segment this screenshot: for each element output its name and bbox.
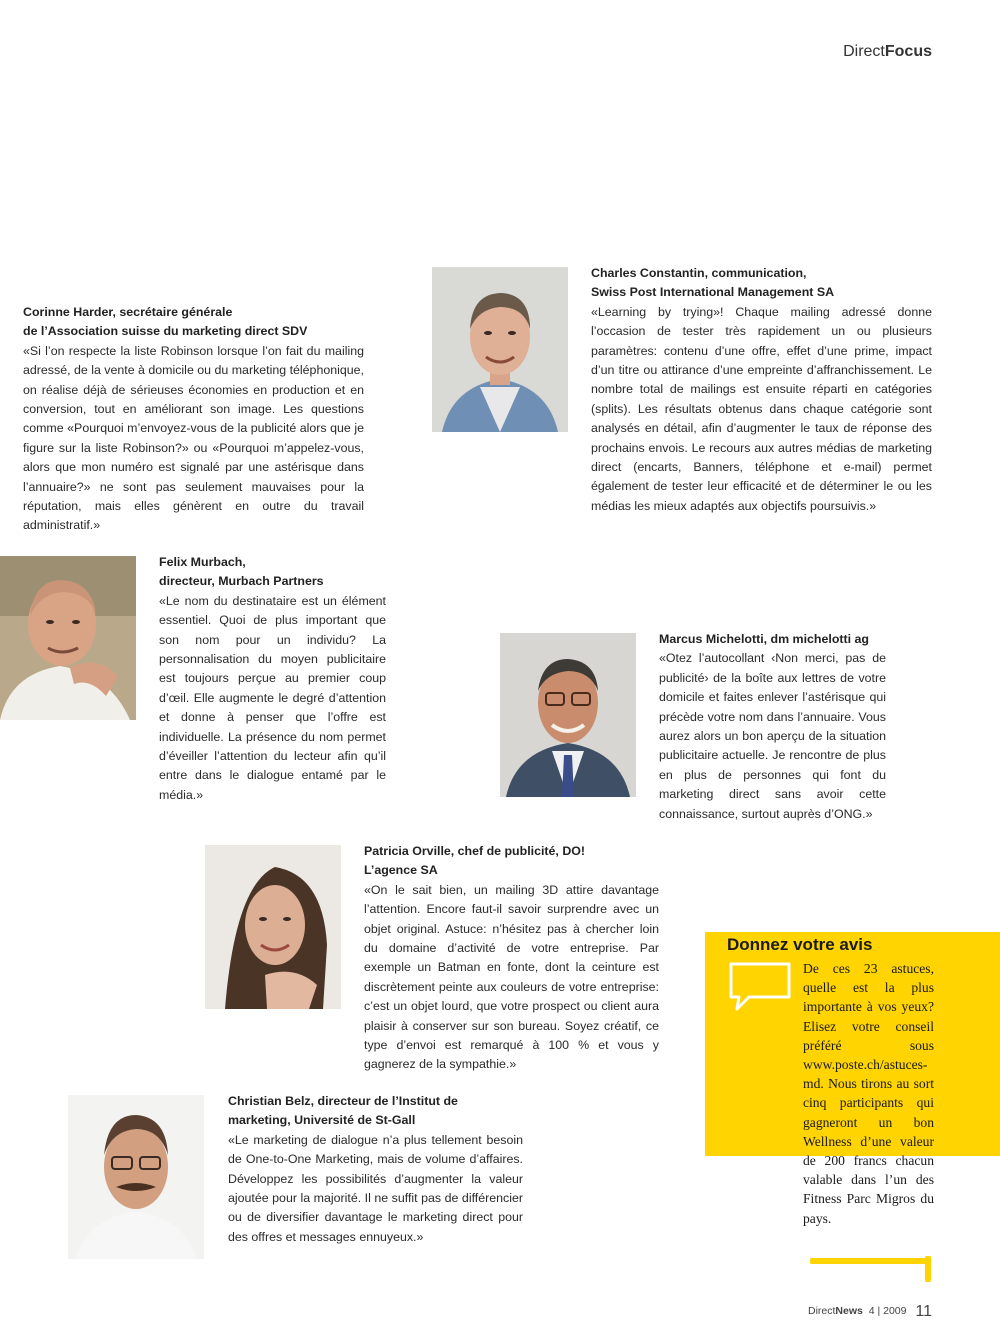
- author-name: Marcus Michelotti, dm michelotti ag: [659, 632, 869, 646]
- author-affiliation: directeur, Murbach Partners: [159, 574, 324, 589]
- section-header: [843, 43, 932, 61]
- footer-bold: News: [835, 1305, 863, 1317]
- author-name: Charles Constantin, communication,: [591, 266, 807, 280]
- testimonial-felix-murbach: [159, 553, 386, 805]
- author-affiliation: de l’Association suisse du marketing direct SDV: [23, 324, 308, 339]
- feedback-text: [727, 959, 934, 1228]
- testimonial-quote: «On le sait bien, un mailing 3D attire davantage l’attention. Encore faut-il savoir surprendre avec un objet original. Astuce: n’hésitez pas à chercher loin du domaine d’activité de votre entreprise. Par exemple un Batman en fonte, dont la ceinture est discrètement peinte aux couleurs de votre entreprise: c’est un objet lourd, que votre prospect ou client aura plaisir à conserver sur son bureau. Soyez créatif, ce type d’envoi est remarqué à 100 % et vous y gagnerez de la sympathie.»: [364, 882, 659, 1072]
- testimonial-quote: «Otez l’autocollant ‹Non merci, pas de publicité› de la boîte aux lettres de votre domicile et faites enlever l’astérisque qui précède votre nom dans l’annuaire. Vous aurez alors un bon aperçu de la situation publicitaire actuelle. Je rencontre de plus en plus de personnes qui font du marketing direct sans avoir cette connaissance, surtout auprès d’ONG.»: [659, 651, 886, 821]
- testimonial-patricia-orville: [364, 842, 659, 1075]
- author-affiliation: Swiss Post International Management SA: [591, 285, 835, 300]
- decorative-line-icon: [810, 1256, 932, 1282]
- page-footer: [808, 1303, 932, 1321]
- testimonial-quote: «Si l’on respecte la liste Robinson lorsque l’on fait du mailing adressé, de la vente à domicile ou du marketing téléphonique, on réalise déjà de sérieuses économies en production et en conversion, tout en améliorant son image. Les questions comme «Pourquoi m’envoyez-vous de la publicité alors que je figure sur la liste Robinson?» ou «Pourquoi m’appelez-vous, alors que mon numéro est signalé par une astérisque dans l’annuaire?» ne sont pas seulement mauvaises pour la réputation, mais elles génèrent en outre du travail administratif.»: [23, 343, 364, 533]
- feedback-box: [705, 932, 1000, 1226]
- author-name: Corinne Harder, secrétaire générale: [23, 305, 233, 319]
- author-affiliation: marketing, Université de St-Gall: [228, 1113, 416, 1128]
- testimonial-marcus-michelotti: [659, 630, 886, 824]
- header-bold: Focus: [884, 43, 932, 60]
- header-prefix: Direct: [843, 43, 885, 60]
- photo-charles-constantin: [432, 267, 568, 432]
- author-name: Christian Belz, directeur de l’Institut de: [228, 1094, 458, 1108]
- photo-marcus-michelotti: [500, 633, 636, 797]
- testimonial-quote: «Le nom du destinataire est un élément essentiel. Quoi de plus important que son nom pour un individu? La personnalisation du moyen publicitaire est toujours perçue au premier coup d’œil. Elle augmente le degré d’attention et donne à penser que l’offre est individuelle. La présence du nom permet d’éveiller l’attention du lecteur afin qu’il entre dans le dialogue entamé par le média.»: [159, 593, 386, 802]
- author-affiliation: L’agence SA: [364, 863, 438, 878]
- issue-number: 4 | 2009: [868, 1305, 907, 1317]
- photo-patricia-orville: [205, 845, 341, 1009]
- testimonial-christian-belz: [228, 1092, 523, 1247]
- feedback-title: Donnez votre avis: [727, 935, 873, 954]
- page-number: 11: [915, 1303, 932, 1320]
- feedback-paragraph: De ces 23 astuces, quelle est la plus importante à vos yeux? Elisez votre conseil préféré sous www.poste.ch/astuces-md. Nous tirons au sort cinq participants qui gagneront un bon Wellness d’une valeur de 200 francs chacun valable dans l’un des Fitness Parc Migros du pays.: [803, 961, 934, 1226]
- author-name: Felix Murbach,: [159, 555, 246, 569]
- testimonial-corinne-harder: [23, 303, 364, 536]
- author-name: Patricia Orville, chef de publicité, DO!: [364, 844, 586, 858]
- photo-felix-murbach: [0, 556, 136, 720]
- testimonial-quote: «Learning by trying»! Chaque mailing adressé donne l’occasion de tester très rapidement un ou plusieurs paramètres: contenu d’une offre, effet d’une prime, impact d’un titre ou attirance d’une empreinte d’affranchissement. Le nombre total de mailings est ensuite réparti en catégories (splits). Les résultats obtenus dans chaque catégorie sont analysés en détail, afin d’augmenter le taux de réponse des prochains envois. Le recours aux autres médias de marketing direct (encarts, Banners, téléphone et e-mail) permet également de tester leur efficacité et de déterminer le ou les médias les mieux adaptés aux objectifs poursuivis.»: [591, 304, 932, 513]
- footer-prefix: Direct: [808, 1305, 836, 1317]
- testimonial-quote: «Le marketing de dialogue n’a plus tellement besoin de One-to-One Marketing, mais de volume d’affaires. Développez les possibilités d’augmenter la valeur ajoutée pour la majorité. Il ne suffit pas de différencier ou de diversifier davantage le marketing direct pour des offres et messages ennuyeux.»: [228, 1132, 523, 1244]
- photo-christian-belz: [68, 1095, 204, 1259]
- testimonial-charles-constantin: [591, 264, 932, 516]
